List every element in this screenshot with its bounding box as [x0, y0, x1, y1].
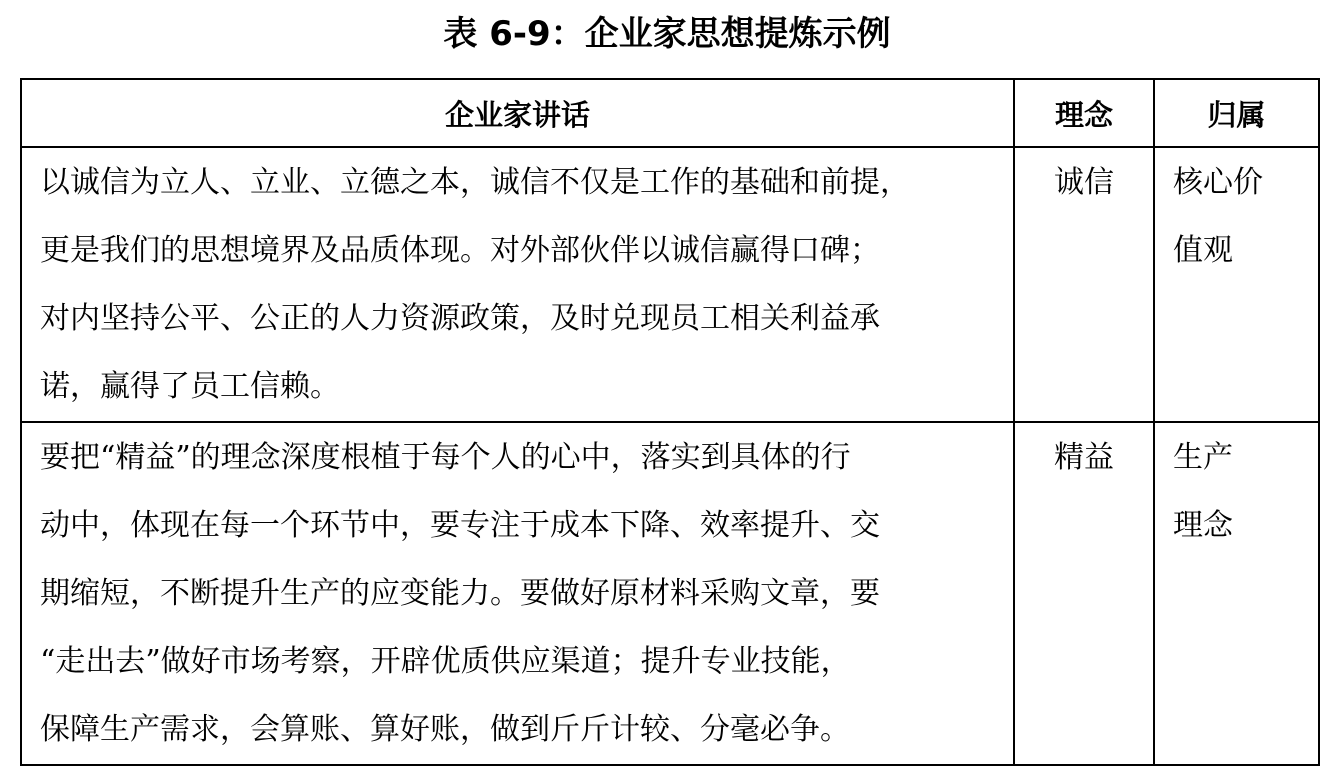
speech-text: 要把“精益”的理念深度根植于每个人的心中，落实到具体的行 动中，体现在每一个环节中，要专注于成本下降、效率提升、交 期缩短，不断提升生产的应变能力。要做好原材料采购文章，要 “走出去”做好市场考察，开辟优质供应渠道；提升专业技能， 保障生产需求，会算账、算好账，做到斤斤计较、分毫必争。: [40, 440, 880, 747]
category-text: 核心价 值观: [1173, 165, 1263, 268]
entrepreneur-thought-table: [20, 78, 1320, 766]
concept-cell: [1014, 147, 1154, 422]
concept-cell: [1014, 422, 1154, 765]
table-header-row: [21, 79, 1319, 147]
speech-text: 以诚信为立人、立业、立德之本，诚信不仅是工作的基础和前提， 更是我们的思想境界及品质体现。对外部伙伴以诚信赢得口碑； 对内坚持公平、公正的人力资源政策，及时兑现员工相关利益承 诺，赢得了员工信赖。: [40, 165, 910, 404]
concept-text: 精益: [1054, 440, 1114, 475]
table-row: [21, 147, 1319, 422]
category-cell: [1154, 422, 1319, 765]
category-cell: [1154, 147, 1319, 422]
table-row: [21, 422, 1319, 765]
concept-text: 诚信: [1054, 165, 1114, 200]
category-text: 生产 理念: [1173, 440, 1233, 543]
table-title: 表 6-9：企业家思想提炼示例: [443, 14, 891, 54]
speech-cell: [21, 147, 1014, 422]
header-speech: 企业家讲话: [21, 79, 1014, 147]
header-concept: 理念: [1014, 79, 1154, 147]
speech-cell: [21, 422, 1014, 765]
header-category: 归属: [1154, 79, 1319, 147]
